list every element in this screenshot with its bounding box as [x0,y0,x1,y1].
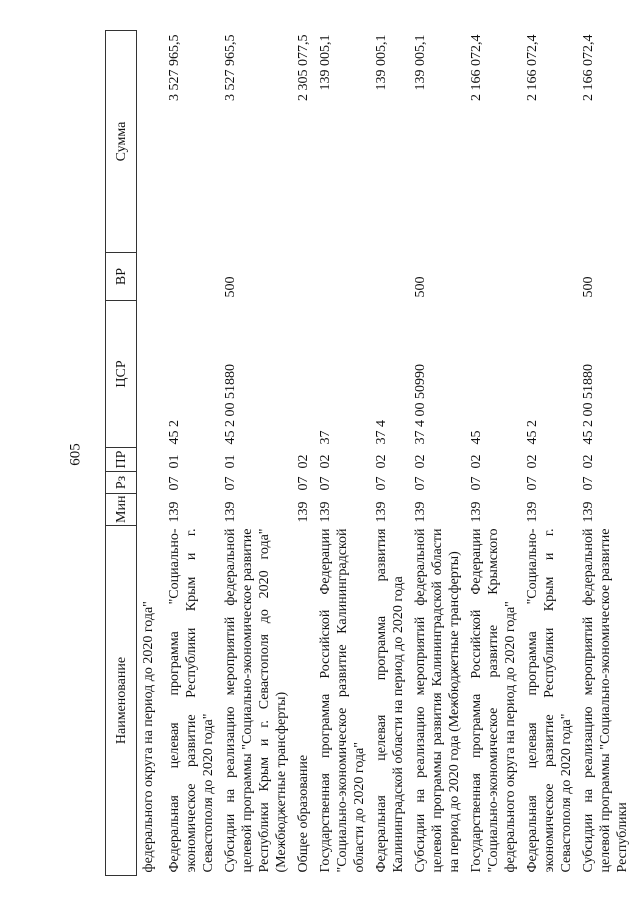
row-min: 139 [468,501,484,523]
budget-table [105,30,633,876]
row-sum: 139 005,1 [317,34,333,91]
row-name: Субсидии на реализацию мероприятий федеральной целевой программы развития Калининградской области на период до 2020 года (Межбюджетные трансферты) [412,528,462,873]
table-row [465,31,521,876]
header-name: Наименование [106,526,137,876]
row-rz: 07 [317,476,333,491]
row-min: 139 [580,501,596,523]
header-sum: Сумма [106,31,137,253]
row-name: Общее образование [295,754,311,873]
row-vr [314,253,370,301]
table-row [137,31,163,876]
row-pr: 02 [524,454,540,469]
row-sum: 2 166 072,4 [468,34,484,101]
page-number: 605 [67,443,84,466]
row-sum: 2 166 072,4 [524,34,540,101]
row-vr [163,253,219,301]
row-rz: 07 [580,476,596,491]
table-row [577,31,633,876]
table-row [292,31,314,876]
row-pr [137,448,163,472]
row-name: Государственная программа Российской Федерации "Социально-экономическое развитие Калининградской области до 2020 года" [317,528,367,873]
header-rz: Рз [106,472,137,494]
table-row [370,31,409,876]
row-vr [137,253,163,301]
row-csr: 37 [317,430,333,445]
row-csr: 45 2 00 51880 [580,364,596,445]
row-rz: 07 [373,476,389,491]
row-name: Государственная программа Российской Федерации "Социально-экономическое развитие Крымского федерального округа на период до 2020 года" [468,528,518,873]
table-row [521,31,577,876]
row-pr: 02 [373,454,389,469]
row-rz: 07 [166,476,182,491]
row-pr: 02 [468,454,484,469]
row-min: 139 [295,501,311,523]
row-rz: 07 [222,476,238,491]
row-pr: 02 [580,454,596,469]
row-pr: 01 [222,454,238,469]
header-pr: ПР [106,448,137,472]
table-row [219,31,292,876]
row-vr: 500 [222,276,238,298]
row-sum: 3 527 965,5 [166,34,182,101]
table-row [409,31,465,876]
row-min: 139 [222,501,238,523]
row-pr: 02 [295,454,311,469]
row-rz: 07 [412,476,428,491]
row-vr: 500 [412,276,428,298]
row-name: Субсидии на реализацию мероприятий федеральной целевой программы "Социально-экономическое развитие Республики [580,528,630,873]
row-pr: 02 [412,454,428,469]
budget-table-container [105,31,630,876]
header-vr: ВР [106,253,137,301]
row-sum: 2 166 072,4 [580,34,596,101]
table-header-row [106,31,137,876]
row-min [137,494,163,526]
row-csr: 45 2 [166,420,182,445]
row-min: 139 [373,501,389,523]
row-vr [292,253,314,301]
row-sum: 2 305 077,5 [295,34,311,101]
row-csr: 45 2 00 51880 [222,364,238,445]
row-csr: 37 4 00 50990 [412,364,428,445]
row-sum: 139 005,1 [373,34,389,91]
row-csr: 45 [468,430,484,445]
row-name: Федеральная целевая программа "Социально-экономическое развитие Республики Крым и г. Севастополя до 2020 года" [166,528,216,873]
row-min: 139 [524,501,540,523]
row-name: Федеральная целевая программа "Социально-экономическое развитие Республики Крым и г. Севастополя до 2020 года" [524,528,574,873]
row-rz: 07 [295,476,311,491]
header-min: Мин [106,494,137,526]
row-vr [465,253,521,301]
header-csr: ЦСР [106,301,137,448]
table-row [163,31,219,876]
row-rz: 07 [524,476,540,491]
row-vr [521,253,577,301]
row-name: федерального округа на период до 2020 года" [141,601,156,873]
row-pr: 02 [317,454,333,469]
row-min: 139 [166,501,182,523]
row-min: 139 [412,501,428,523]
row-rz [137,472,163,494]
row-csr [137,301,163,448]
row-rz: 07 [468,476,484,491]
row-sum [137,31,163,253]
row-sum: 3 527 965,5 [222,34,238,101]
table-row [314,31,370,876]
row-vr [370,253,409,301]
row-vr: 500 [580,276,596,298]
row-csr: 45 2 [524,420,540,445]
row-name: Федеральная целевая программа развития Калининградской области на период до 2020 года [373,528,406,873]
row-pr: 01 [166,454,182,469]
row-name: Субсидии на реализацию мероприятий федеральной целевой программы "Социально-экономическое развитие Республики Крым и г. Севастополя до 2020 года" (Межбюджетные трансферты) [222,528,289,873]
row-csr [292,301,314,448]
row-csr: 37 4 [373,420,389,445]
row-min: 139 [317,501,333,523]
row-sum: 139 005,1 [412,34,428,91]
